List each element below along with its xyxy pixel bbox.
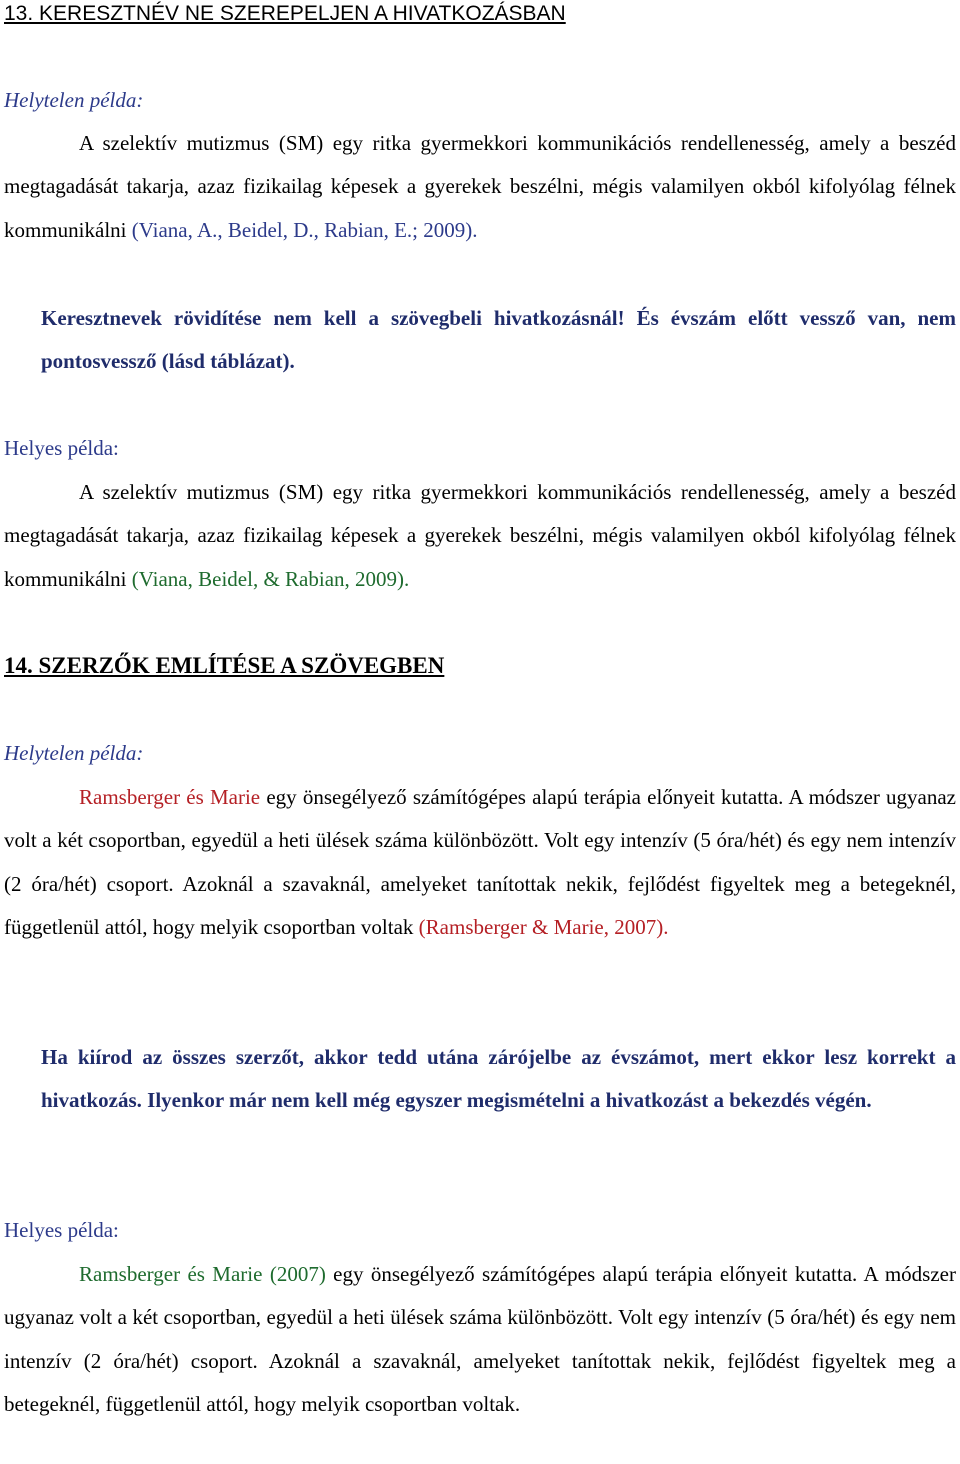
section-13-wrong-paragraph: [4, 122, 956, 252]
correct-text: egy önsegélyező számítógépes alapú terápia előnyeit kutatta. A módszer ugyanaz volt a két csoportban, egyedül a heti ülések száma különbözött. Volt egy intenzív (5 óra/hét) és egy nem intenzív (2 óra/hét) csoport. Azoknál a szavaknál, amelyeket tanítottak nekik, fejlődést figyeltek meg a betegeknél, függetlenül attól, hogy melyik csoportban voltak.: [4, 1262, 956, 1417]
section-13-wrong-label: Helytelen példa:: [4, 88, 144, 112]
correct-text: A szelektív mutizmus (SM) egy ritka gyermekkori kommunikációs rendellenesség, amely a beszéd megtagadását takarja, azaz fizikailag képesek a gyerekek beszélni, mégis valamilyen okból kifolyólag félnek kommunikálni: [4, 480, 956, 591]
section-14-rule: Ha kiírod az összes szerzőt, akkor tedd utána zárójelbe az évszámot, mert ekkor lesz korrekt a hivatkozás. Ilyenkor már nem kell még egyszer megismételni a hivatkozást a bekezdés végén.: [41, 1045, 956, 1113]
wrong-text: A szelektív mutizmus (SM) egy ritka gyermekkori kommunikációs rendellenesség, amely a beszéd megtagadását takarja, azaz fizikailag képesek a gyerekek beszélni, mégis valamilyen okból kifolyólag félnek kommunikálni: [4, 131, 956, 242]
section-14-wrong-label: Helytelen példa:: [4, 741, 144, 765]
section-13-correct-paragraph: [4, 471, 956, 601]
section-13-correct-label: Helyes példa:: [4, 436, 119, 460]
wrong-citation: (Ramsberger & Marie, 2007).: [418, 915, 669, 940]
correct-citation: Ramsberger és Marie (2007): [79, 1262, 326, 1286]
section-14-wrong-paragraph: [4, 776, 956, 950]
section-14-correct-label: Helyes példa:: [4, 1218, 119, 1242]
wrong-citation: (Viana, A., Beidel, D., Rabian, E.; 2009).: [131, 217, 478, 242]
section-13-heading: 13. KERESZTNÉV NE SZEREPELJEN A HIVATKOZÁSBAN: [4, 2, 566, 25]
correct-citation: (Viana, Beidel, & Rabian, 2009).: [131, 566, 410, 591]
section-14-heading: 14. SZERZŐK EMLÍTÉSE A SZÖVEGBEN: [4, 653, 445, 678]
section-14-correct-paragraph: [4, 1253, 956, 1427]
wrong-authors: Ramsberger és Marie: [79, 785, 261, 809]
wrong-text: egy önsegélyező számítógépes alapú terápia előnyeit kutatta. A módszer ugyanaz volt a két csoportban, egyedül a heti ülések száma különbözött. Volt egy intenzív (5 óra/hét) és egy nem intenzív (2 óra/hét) csoport. Azoknál a szavaknál, amelyeket tanítottak nekik, fejlődést figyeltek meg a betegeknél, függetlenül attól, hogy melyik csoportban voltak: [4, 785, 956, 940]
section-13-rule: Keresztnevek rövidítése nem kell a szövegbeli hivatkozásnál! És évszám előtt vessző van, nem pontosvessző (lásd táblázat).: [41, 306, 956, 374]
